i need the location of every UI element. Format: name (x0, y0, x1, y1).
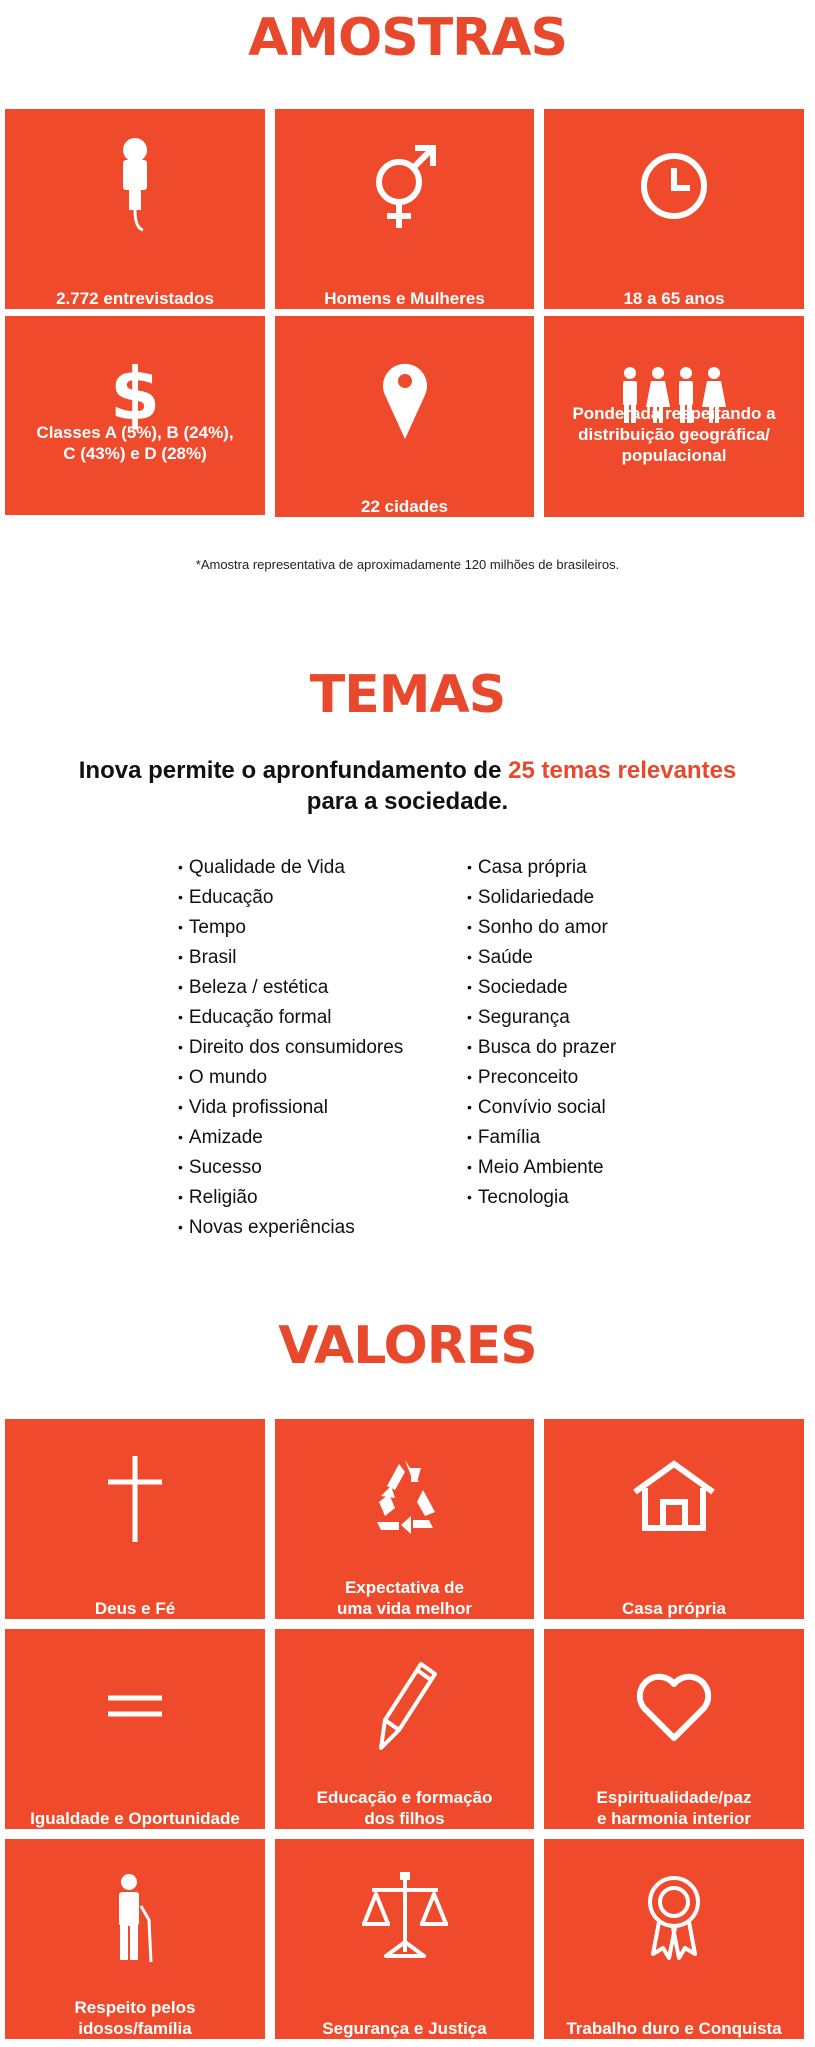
pencil-icon (275, 1651, 534, 1761)
list-item: • Sociedade (467, 973, 616, 1003)
list-item: • Novas experiências (178, 1213, 403, 1243)
tile-label: Respeito pelos idosos/família (74, 1998, 196, 2038)
equals-icon (5, 1651, 265, 1761)
tile-igualdade (5, 1629, 265, 1829)
tile-label: Homens e Mulheres (324, 289, 485, 308)
list-item: • Busca do prazer (467, 1033, 616, 1063)
clock-icon (544, 131, 804, 241)
list-item: • Família (467, 1123, 616, 1153)
recycle-icon (275, 1441, 534, 1551)
tile-label: Segurança e Justiça (322, 2019, 487, 2038)
tile-respeito-idosos (5, 1839, 265, 2039)
list-item: • Qualidade de Vida (178, 853, 403, 883)
list-item: • Vida profissional (178, 1093, 403, 1123)
topics-left-list (178, 853, 403, 1243)
amostras-title: AMOSTRAS (248, 8, 567, 68)
tile-seguranca-justica (275, 1839, 534, 2039)
sample-note: *Amostra representativa de aproximadamente 120 milhões de brasileiros. (195, 557, 620, 572)
elderly-icon (5, 1861, 265, 1971)
list-item: • Educação (178, 883, 403, 913)
tile-deus-fe (5, 1419, 265, 1619)
tile-label: Classes A (5%), B (24%), C (43%) e D (28%) (36, 423, 234, 463)
tile-label: Expectativa de uma vida melhor (336, 1578, 473, 1618)
heart-icon (544, 1651, 804, 1761)
tile-genero (275, 109, 534, 309)
list-item: • Saúde (467, 943, 616, 973)
list-item: • Educação formal (178, 1003, 403, 1033)
list-item: • Beleza / estética (178, 973, 403, 1003)
list-item: • Convívio social (467, 1093, 616, 1123)
temas-title: TEMAS (309, 665, 506, 725)
intro-text-end: para a sociedade. (306, 788, 509, 815)
tile-label: 22 cidades (361, 497, 448, 516)
topics-right-list (467, 853, 616, 1213)
list-item: • Casa própria (467, 853, 616, 883)
scales-icon (275, 1861, 534, 1971)
cross-icon (5, 1441, 265, 1551)
tile-label: 2.772 entrevistados (56, 289, 214, 308)
tile-entrevistados (5, 109, 265, 309)
list-item: • Solidariedade (467, 883, 616, 913)
valores-title: VALORES (278, 1316, 537, 1376)
tile-trabalho-conquista (544, 1839, 804, 2039)
list-item: • O mundo (178, 1063, 403, 1093)
tile-classes (5, 316, 265, 515)
list-item: • Segurança (467, 1003, 616, 1033)
list-item: • Brasil (178, 943, 403, 973)
list-item: • Sucesso (178, 1153, 403, 1183)
map-pin-icon (275, 338, 534, 448)
award-ribbon-icon (544, 1861, 804, 1971)
list-item: • Tempo (178, 913, 403, 943)
tile-espiritualidade (544, 1629, 804, 1829)
list-item: • Preconceito (467, 1063, 616, 1093)
list-item: • Meio Ambiente (467, 1153, 616, 1183)
intro-highlight: 25 temas relevantes (508, 757, 737, 784)
gender-icon (275, 131, 534, 241)
temas-intro (0, 755, 815, 817)
list-item: • Direito dos consumidores (178, 1033, 403, 1063)
house-icon (544, 1441, 804, 1551)
tile-label: Trabalho duro e Conquista (566, 2019, 782, 2038)
tile-vida-melhor (275, 1419, 534, 1619)
tile-label: Educação e formação dos filhos (316, 1788, 493, 1828)
list-item: • Tecnologia (467, 1183, 616, 1213)
microphone-icon (5, 131, 265, 241)
list-item: • Amizade (178, 1123, 403, 1153)
tile-label: 18 a 65 anos (623, 289, 725, 308)
tile-label: Deus e Fé (94, 1599, 176, 1618)
tile-label: Espiritualidade/paz e harmonia interior (596, 1788, 752, 1828)
tile-label: Casa própria (622, 1599, 726, 1618)
tile-cidades (275, 316, 534, 517)
svg-text:$: $ (109, 352, 161, 436)
tile-idade (544, 109, 804, 309)
tile-ponderada (544, 316, 804, 517)
list-item: • Religião (178, 1183, 403, 1213)
tile-casa-propria (544, 1419, 804, 1619)
tile-label: Ponderada respeitando a distribuição geográfica/ populacional (572, 404, 776, 465)
tile-educacao-filhos (275, 1629, 534, 1829)
list-item: • Sonho do amor (467, 913, 616, 943)
intro-text: Inova permite o apronfundamento de (78, 757, 509, 784)
tile-label: Igualdade e Oportunidade (30, 1809, 240, 1828)
